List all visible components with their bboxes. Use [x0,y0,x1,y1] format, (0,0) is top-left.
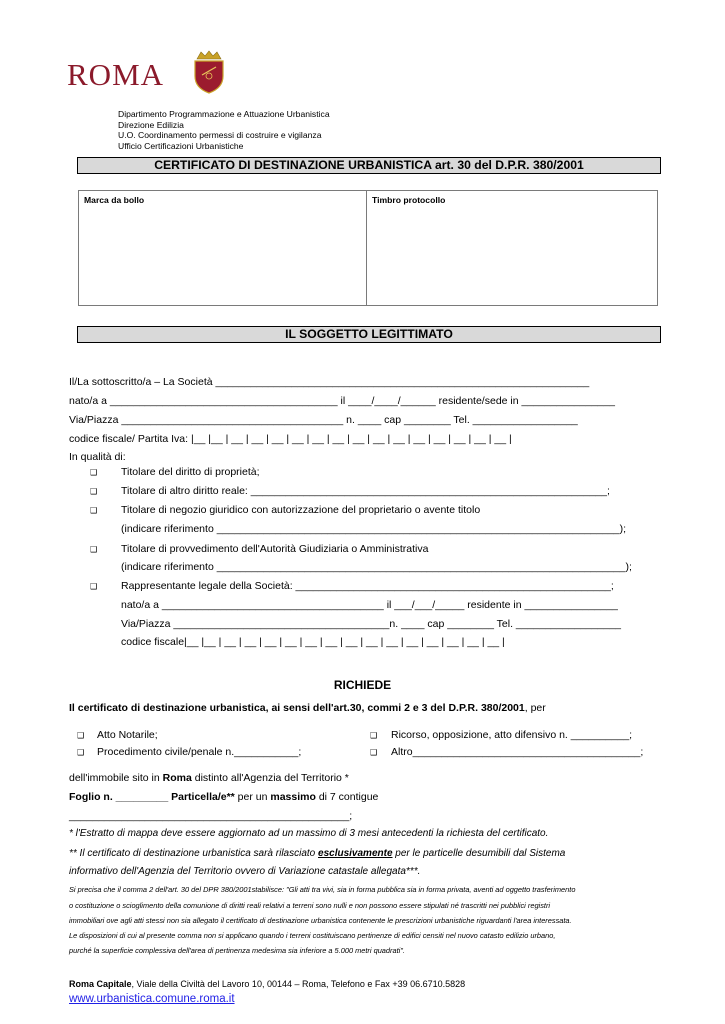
foglio-particella-line[interactable]: Foglio n. _________ Particella/e** per un massimo di 7 contigue [69,791,379,803]
in-qualita-label: In qualità di: [69,451,126,463]
richiede-intro: Il certificato di destinazione urbanistica, ai sensi dell'art.30, commi 2 e 3 del D.P.R. 380/2001, per [69,702,546,714]
note-estratto-mappa: * l'Estratto di mappa deve essere aggiornato ad un massimo di 3 mesi antecedenti la richiesta del certificato. [69,828,549,839]
particelle-blank-line[interactable]: ________________________________________________; [69,810,353,822]
stamp-boxes [78,190,658,306]
sottoscritto-line[interactable]: Il/La sottoscritto/a – La Società ________________________________________________________________ [69,376,590,388]
option-diritto-reale[interactable]: Titolare di altro diritto reale: _____________________________________________________________; [121,485,610,497]
note-sistema-informativo: informativo dell'Agenzia del Territorio ovvero di Variazione catastale allegata***. [69,866,421,877]
provvedimento-riferimento-line[interactable]: (indicare riferimento ______________________________________________________________________); [121,561,632,573]
codice-fiscale-line[interactable]: codice fiscale/ Partita Iva: |__ |__ | __ | __ | __ | __ | __ | __ | __ | __ | __ | __ | __ | __ | __ | __ | [69,433,512,445]
rappresentante-via-line[interactable]: Via/Piazza _____________________________________n. ____ cap ________ Tel. __________________ [121,618,622,630]
department-line: U.O. Coordinamento permessi di costruire e vigilanza [118,130,322,140]
checkbox-icon[interactable]: ❑ [90,506,98,515]
legal-note-line: immobiliari ove agli atti stessi non sia allegato il certificato di destinazione urbanistica contenente le prescrizioni urbanistiche riguardanti l'area interessata. [69,916,572,925]
legal-note-line: purché la superficie complessiva dell'area di pertinenza medesima sia inferiore a 5.000 metri quadrati". [69,946,405,955]
checkbox-icon[interactable]: ❑ [370,731,378,740]
rappresentante-codice-fiscale-line[interactable]: codice fiscale|__ |__ | __ | __ | __ | __ | __ | __ | __ | __ | __ | __ | __ | __ | __ | __ | [121,636,505,648]
negozio-riferimento-line[interactable]: (indicare riferimento _____________________________________________________________________); [121,523,627,535]
legal-note-line: o costituzione o scioglimento della comunione di diritti reali relativi a terreni sono nulli e non possono essere stipulati né trascritti nei pubblici registri [69,901,551,910]
legal-note-line: Le disposizioni di cui al presente comma non si applicano quando i terreni costituiscano pertinenze di edifici censiti nel nuovo catasto edilizio urbano, [69,931,556,940]
checkbox-icon[interactable]: ❑ [77,748,85,757]
option-rappresentante-legale[interactable]: Rappresentante legale della Società: ______________________________________________________; [121,580,614,592]
rappresentante-nato-line[interactable]: nato/a a ______________________________________ il ___/___/_____ residente in ________________ [121,599,618,611]
department-line: Ufficio Certificazioni Urbanistiche [118,140,244,151]
note-esclusivamente: ** Il certificato di destinazione urbanistica sarà rilasciato esclusivamente per le particelle desumibili dal Sistema [69,848,566,859]
soggetto-legittimato-bar: IL SOGGETTO LEGITTIMATO [77,326,661,343]
nato-line[interactable]: nato/a a _______________________________________ il ____/____/______ residente/sede in ________________ [69,395,615,407]
checkbox-icon[interactable]: ❑ [90,545,98,554]
option-negozio-giuridico: Titolare di negozio giuridico con autorizzazione del proprietario o avente titolo [121,504,481,516]
footer-address: Roma Capitale, Viale della Civiltà del Lavoro 10, 00144 – Roma, Telefono e Fax +39 06.6710.5828 [69,979,466,989]
timbro-protocollo-box: Timbro protocollo [372,195,446,205]
option-ricorso[interactable]: Ricorso, opposizione, atto difensivo n. __________; [391,729,633,741]
checkbox-icon[interactable]: ❑ [90,487,98,496]
checkbox-icon[interactable]: ❑ [77,731,85,740]
department-line: Direzione Edilizia [118,119,184,130]
checkbox-icon[interactable]: ❑ [370,748,378,757]
marca-da-bollo-box: Marca da bollo [84,195,145,205]
richiede-heading: RICHIEDE [333,678,392,692]
via-piazza-line[interactable]: Via/Piazza ______________________________________ n. ____ cap ________ Tel. __________________ [69,414,578,426]
checkbox-icon[interactable]: ❑ [90,582,98,591]
option-altro[interactable]: Altro_______________________________________; [391,746,644,758]
checkbox-icon[interactable]: ❑ [90,468,98,477]
option-procedimento[interactable]: Procedimento civile/penale n.___________; [97,746,302,758]
document-title-bar: CERTIFICATO DI DESTINAZIONE URBANISTICA art. 30 del D.P.R. 380/2001 [77,157,661,174]
legal-note-line: Si precisa che il comma 2 dell'art. 30 del DPR 380/2001stabilisce: "Gli atti tra vivi, sia in forma pubblica sia in forma privata, aventi ad oggetto trasferimento [69,885,576,894]
footer-website-link[interactable]: www.urbanistica.comune.roma.it [69,993,235,1005]
option-provvedimento: Titolare di provvedimento dell'Autorità Giudiziaria o Amministrativa [121,543,429,555]
roma-logo-text: ROMA [67,57,165,92]
immobile-line: dell'immobile sito in Roma distinto all'Agenzia del Territorio * [69,772,349,784]
department-line: Dipartimento Programmazione e Attuazione Urbanistica [118,109,330,119]
option-proprieta: Titolare del diritto di proprietà; [121,466,260,478]
option-atto-notarile: Atto Notarile; [97,729,158,741]
roma-crest-icon [191,50,227,94]
